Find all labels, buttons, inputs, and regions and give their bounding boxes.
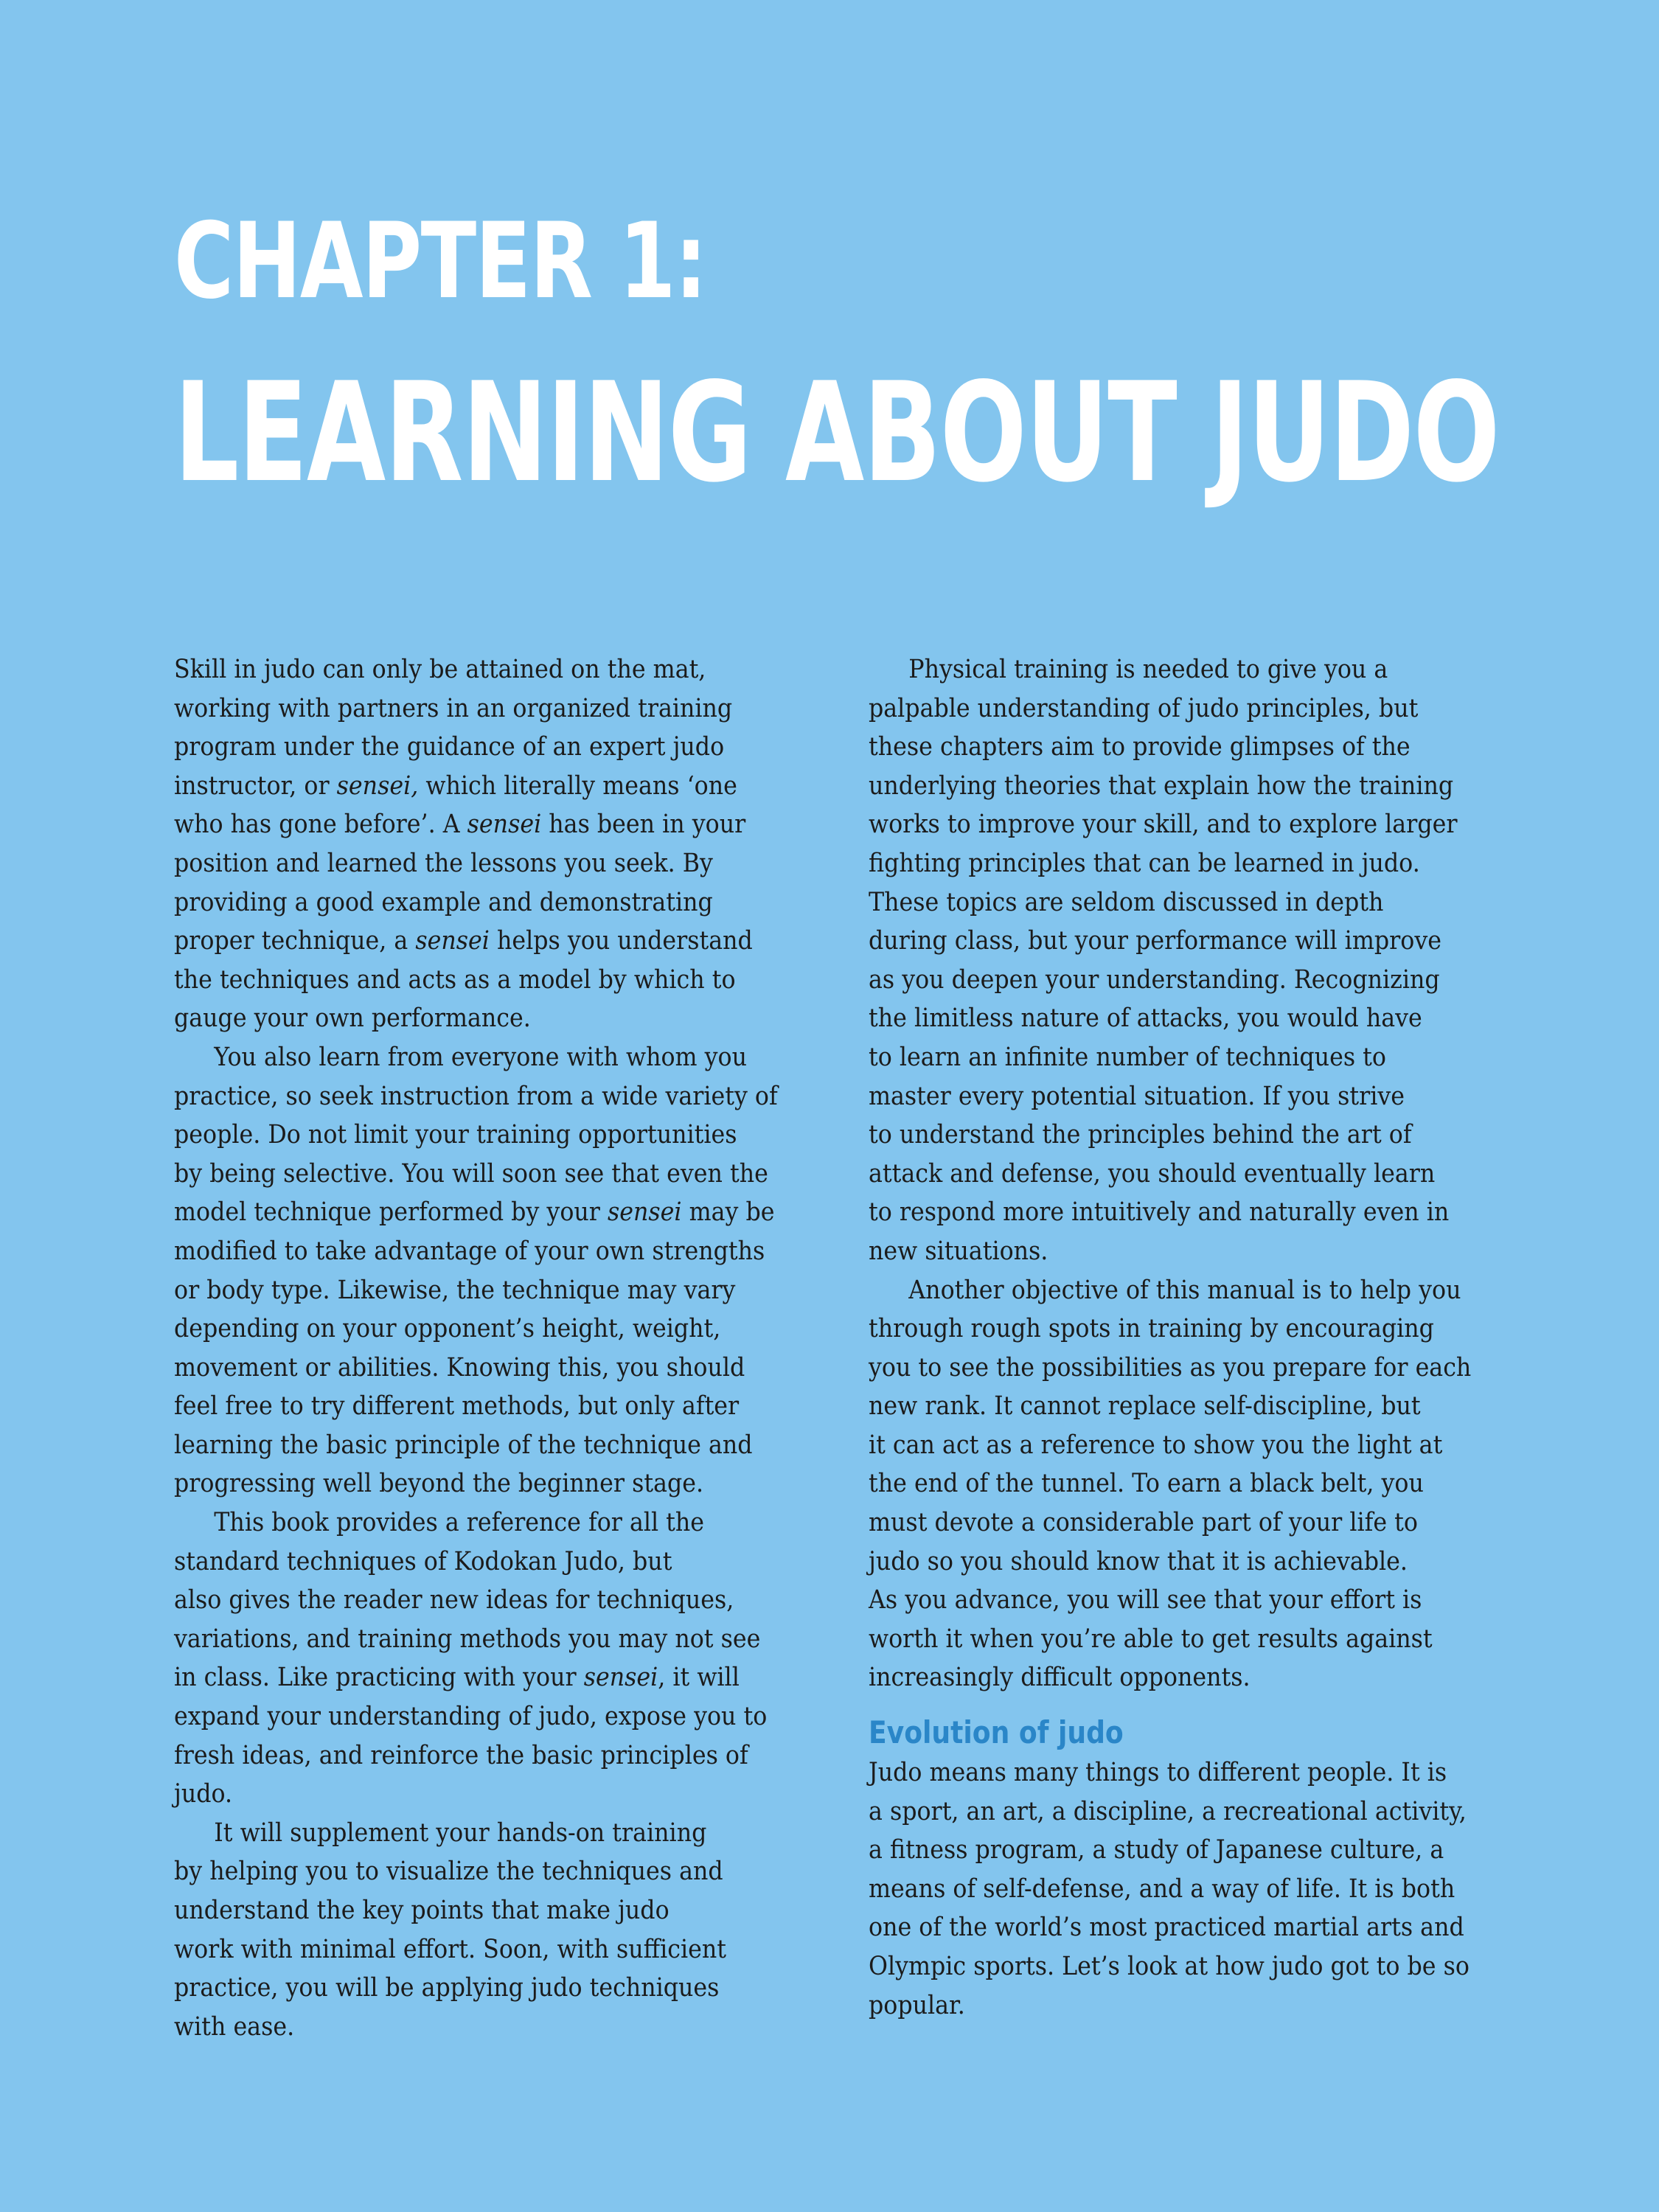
text-line: position and learned the lessons you seek. By: [174, 848, 713, 878]
text-line: practice, you will be applying judo techniques: [174, 1973, 720, 2003]
italic-term: sensei: [583, 1663, 658, 1693]
text-line: a fitness program, a study of Japanese culture, a: [869, 1835, 1444, 1865]
text-line: to learn an infinite number of techniques to: [869, 1042, 1386, 1072]
text-line: depending on your opponent’s height, weight,: [174, 1314, 721, 1344]
text-line: increasingly difficult opponents.: [869, 1663, 1251, 1693]
text-line: you to see the possibilities as you prepare for each: [869, 1352, 1472, 1382]
text-line: the techniques and acts as a model by which to: [174, 964, 736, 995]
italic-term: sensei,: [336, 771, 419, 801]
text-line: new rank. It cannot replace self-discipline, but: [869, 1391, 1421, 1422]
text-line: new situations.: [869, 1236, 1048, 1266]
text-line: master every potential situation. If you strive: [869, 1081, 1405, 1111]
text-line: to respond more intuitively and naturally even in: [869, 1197, 1450, 1228]
text-line: these chapters aim to provide glimpses of the: [869, 732, 1411, 762]
text-line: modified to take advantage of your own strengths: [174, 1236, 765, 1266]
text-line: feel free to try different methods, but only after: [174, 1391, 740, 1422]
text-line: program under the guidance of an expert judo: [174, 732, 725, 762]
body-paragraph: [869, 1271, 1540, 1698]
text-line: This book provides a reference for all the: [214, 1508, 705, 1538]
text-line: must devote a considerable part of your life to: [869, 1508, 1418, 1538]
body-paragraph: [869, 650, 1540, 1271]
text-line: the limitless nature of attacks, you would have: [869, 1004, 1422, 1034]
body-paragraph: [174, 1814, 838, 2047]
text-line: during class, but your performance will improve: [869, 926, 1441, 956]
chapter-heading: [174, 201, 1659, 512]
text-line: through rough spots in training by encouraging: [869, 1314, 1434, 1344]
text-line: working with partners in an organized training: [174, 693, 733, 723]
text-line: practice, so seek instruction from a wide variety of: [174, 1081, 778, 1111]
text-line: proper technique, a sensei helps you understand: [174, 926, 753, 956]
left-text-column: [174, 650, 838, 2046]
body-paragraph: [174, 1503, 838, 1814]
text-line: instructor, or sensei, which literally means ‘one: [174, 771, 737, 801]
text-line: fresh ideas, and reinforce the basic principles of: [174, 1740, 748, 1770]
text-line: gauge your own performance.: [174, 1004, 531, 1034]
text-line: Physical training is needed to give you a: [908, 655, 1388, 684]
right-text-column: [869, 650, 1540, 2025]
text-line: providing a good example and demonstrating: [174, 887, 713, 917]
chapter-title: LEARNING ABOUT JUDO: [174, 352, 1499, 512]
italic-term: sensei: [467, 810, 542, 840]
text-line: who has gone before’. A sensei has been in your: [174, 810, 746, 840]
text-line: as you deepen your understanding. Recognizing: [869, 964, 1440, 995]
text-line: As you advance, you will see that your effort is: [869, 1585, 1422, 1615]
text-line: These topics are seldom discussed in depth: [869, 887, 1384, 917]
body-paragraph: [869, 1753, 1540, 2025]
text-line: by helping you to visualize the techniques and: [174, 1857, 723, 1887]
text-line: with ease.: [174, 2011, 295, 2042]
text-line: judo.: [174, 1779, 233, 1809]
text-line: by being selective. You will soon see that even the: [174, 1158, 768, 1189]
text-line: to understand the principles behind the art of: [869, 1120, 1412, 1150]
text-line: popular.: [869, 1990, 965, 2020]
text-line: model technique performed by your sensei may be: [174, 1197, 775, 1228]
chapter-number: CHAPTER 1:: [174, 201, 706, 322]
text-line: Olympic sports. Let’s look at how judo got to be so: [869, 1952, 1470, 1981]
body-paragraph: [174, 650, 838, 1038]
text-line: work with minimal effort. Soon, with sufficient: [174, 1934, 727, 1964]
text-line: progressing well beyond the beginner stage.: [174, 1469, 704, 1499]
text-line: one of the world’s most practiced martial arts and: [869, 1913, 1464, 1943]
text-line: the end of the tunnel. To earn a black belt, you: [869, 1469, 1424, 1499]
text-line: people. Do not limit your training opportunities: [174, 1120, 737, 1150]
italic-term: sensei: [415, 926, 490, 956]
text-line: It will supplement your hands-on training: [214, 1818, 707, 1848]
section-heading-text: Evolution of judo: [869, 1714, 1124, 1751]
italic-term: sensei: [608, 1197, 682, 1228]
text-line: fighting principles that can be learned in judo.: [869, 848, 1420, 878]
text-line: variations, and training methods you may not see: [174, 1624, 761, 1654]
text-line: palpable understanding of judo principles, but: [869, 693, 1419, 723]
text-line: or body type. Likewise, the technique may vary: [174, 1275, 736, 1305]
text-line: a sport, an art, a discipline, a recreational activity,: [869, 1796, 1467, 1826]
text-line: also gives the reader new ideas for techniques,: [174, 1585, 734, 1615]
text-line: movement or abilities. Knowing this, you should: [174, 1352, 745, 1382]
text-line: You also learn from everyone with whom you: [214, 1042, 748, 1072]
text-line: standard techniques of Kodokan Judo, but: [174, 1546, 672, 1576]
body-paragraph: [174, 1038, 838, 1503]
text-line: expand your understanding of judo, expose you to: [174, 1702, 768, 1732]
text-line: underlying theories that explain how the training: [869, 771, 1454, 801]
text-line: attack and defense, you should eventually learn: [869, 1158, 1436, 1189]
text-line: means of self-defense, and a way of life. It is both: [869, 1874, 1455, 1904]
section-heading: [869, 1712, 1540, 1753]
text-line: in class. Like practicing with your sensei, it will: [174, 1663, 740, 1693]
text-line: it can act as a reference to show you the light at: [869, 1430, 1443, 1460]
text-line: Judo means many things to different people. It is: [869, 1758, 1447, 1788]
text-line: learning the basic principle of the technique and: [174, 1430, 753, 1460]
text-line: understand the key points that make judo: [174, 1896, 669, 1925]
text-line: Skill in judo can only be attained on the mat,: [174, 655, 706, 684]
text-line: judo so you should know that it is achievable.: [869, 1546, 1408, 1576]
text-line: Another objective of this manual is to help you: [908, 1275, 1461, 1305]
text-line: works to improve your skill, and to explore larger: [869, 810, 1458, 840]
text-line: worth it when you’re able to get results against: [869, 1624, 1433, 1654]
